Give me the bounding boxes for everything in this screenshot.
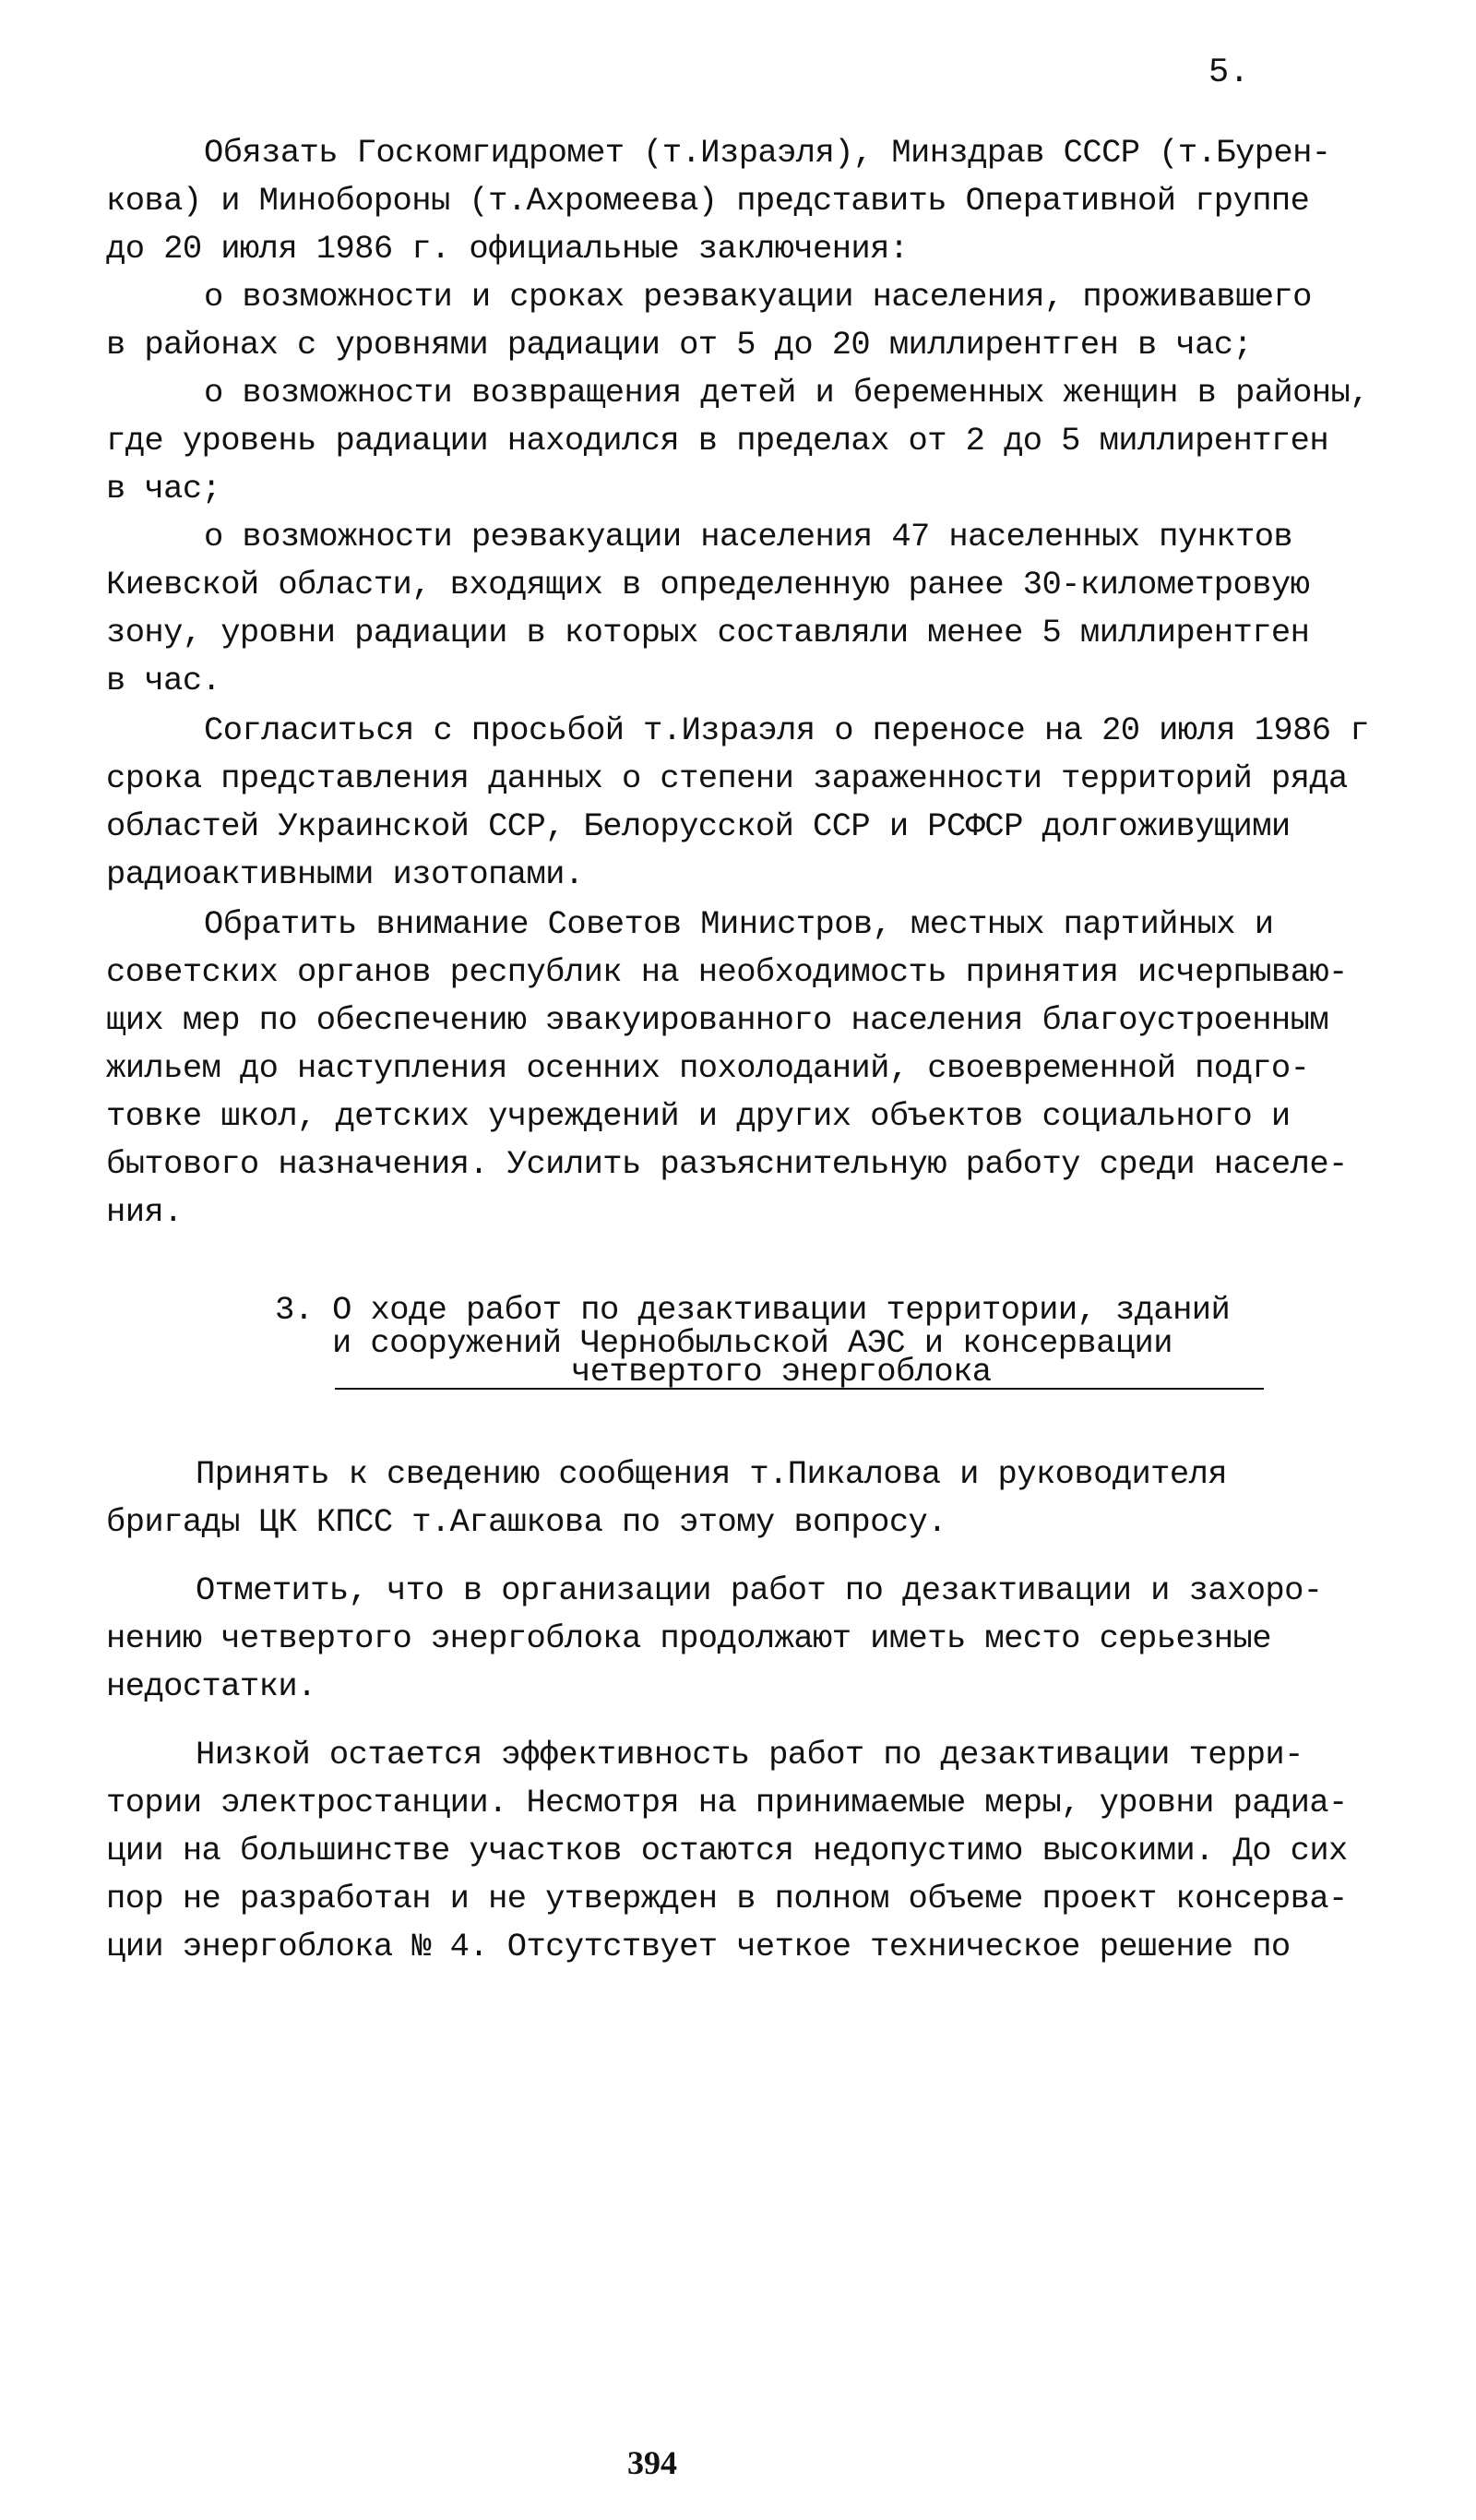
text-line: ции энергоблока № 4. Отсутствует четкое техническое решение по <box>106 1928 1291 1965</box>
text-line: Согласиться с просьбой т.Израэля о переносе на 20 июля 1986 г <box>204 711 1369 749</box>
text-line: областей Украинской ССР, Белорусской ССР и РСФСР долгоживущими <box>106 807 1291 845</box>
text-line: недостатки. <box>106 1667 316 1705</box>
text-line: в час. <box>106 662 221 699</box>
text-line: товке школ, детских учреждений и других объектов социального и <box>106 1097 1291 1135</box>
text-line: бытового назначения. Усилить разъяснительную работу среди населе- <box>106 1145 1348 1183</box>
text-line: ния. <box>106 1193 183 1231</box>
text-line: до 20 июля 1986 г. официальные заключения: <box>106 230 909 268</box>
text-line: о возможности и сроках реэвакуации населения, проживавшего <box>204 278 1312 316</box>
text-line: где уровень радиации находился в пределах от 2 до 5 миллирентген <box>106 422 1329 460</box>
text-line: тории электростанции. Несмотря на принимаемые меры, уровни радиа- <box>106 1784 1348 1821</box>
text-line: зону, уровни радиации в которых составляли менее 5 миллирентген <box>106 614 1310 651</box>
text-line: жильем до наступления осенних похолоданий, своевременной подго- <box>106 1049 1310 1087</box>
page-number-bottom: 394 <box>627 2444 677 2481</box>
text-line: о возможности возвращения детей и беременных женщин в районы, <box>204 374 1369 412</box>
text-line: бригады ЦК КПСС т.Агашкова по этому вопросу. <box>106 1503 946 1541</box>
text-line: ции на большинстве участков остаются недопустимо высокими. До сих <box>106 1832 1348 1869</box>
heading-underline <box>335 1388 1264 1390</box>
page-number-top: 5. <box>1208 54 1250 92</box>
text-line: нению четвертого энергоблока продолжают иметь место серьезные <box>106 1619 1271 1657</box>
section-heading-line: четвертого энергоблока <box>571 1353 992 1391</box>
section-heading-line: и сооружений Чернобыльской АЭС и консервации <box>332 1324 1172 1362</box>
text-line: щих мер по обеспечению эвакуированного населения благоустроенным <box>106 1001 1329 1039</box>
text-line: Обратить внимание Советов Министров, местных партийных и <box>204 905 1274 943</box>
text-line: Низкой остается эффективность работ по дезактивации терри- <box>196 1736 1303 1774</box>
text-line: в час; <box>106 470 221 508</box>
text-line: пор не разработан и не утвержден в полном объеме проект консерва- <box>106 1880 1348 1917</box>
text-line: Принять к сведению сообщения т.Пикалова и руководителя <box>196 1455 1227 1493</box>
text-line: в районах с уровнями радиации от 5 до 20 миллирентген в час; <box>106 326 1253 364</box>
text-line: советских органов республик на необходимость принятия исчерпываю- <box>106 953 1348 991</box>
text-line: Киевской области, входящих в определенную ранее 30-километровую <box>106 566 1310 603</box>
text-line: кова) и Минобороны (т.Ахромеева) представить Оперативной группе <box>106 182 1310 220</box>
section-heading-line: 3. О ходе работ по дезактивации территории, зданий <box>275 1291 1231 1329</box>
text-line: Отметить, что в организации работ по дезактивации и захоро- <box>196 1571 1323 1609</box>
text-line: о возможности реэвакуации населения 47 населенных пунктов <box>204 518 1293 555</box>
text-line: Обязать Госкомгидромет (т.Израэля), Минздрав СССР (т.Бурен- <box>204 134 1331 172</box>
text-line: радиоактивными изотопами. <box>106 855 584 893</box>
text-line: срока представления данных о степени зараженности территорий ряда <box>106 759 1348 797</box>
